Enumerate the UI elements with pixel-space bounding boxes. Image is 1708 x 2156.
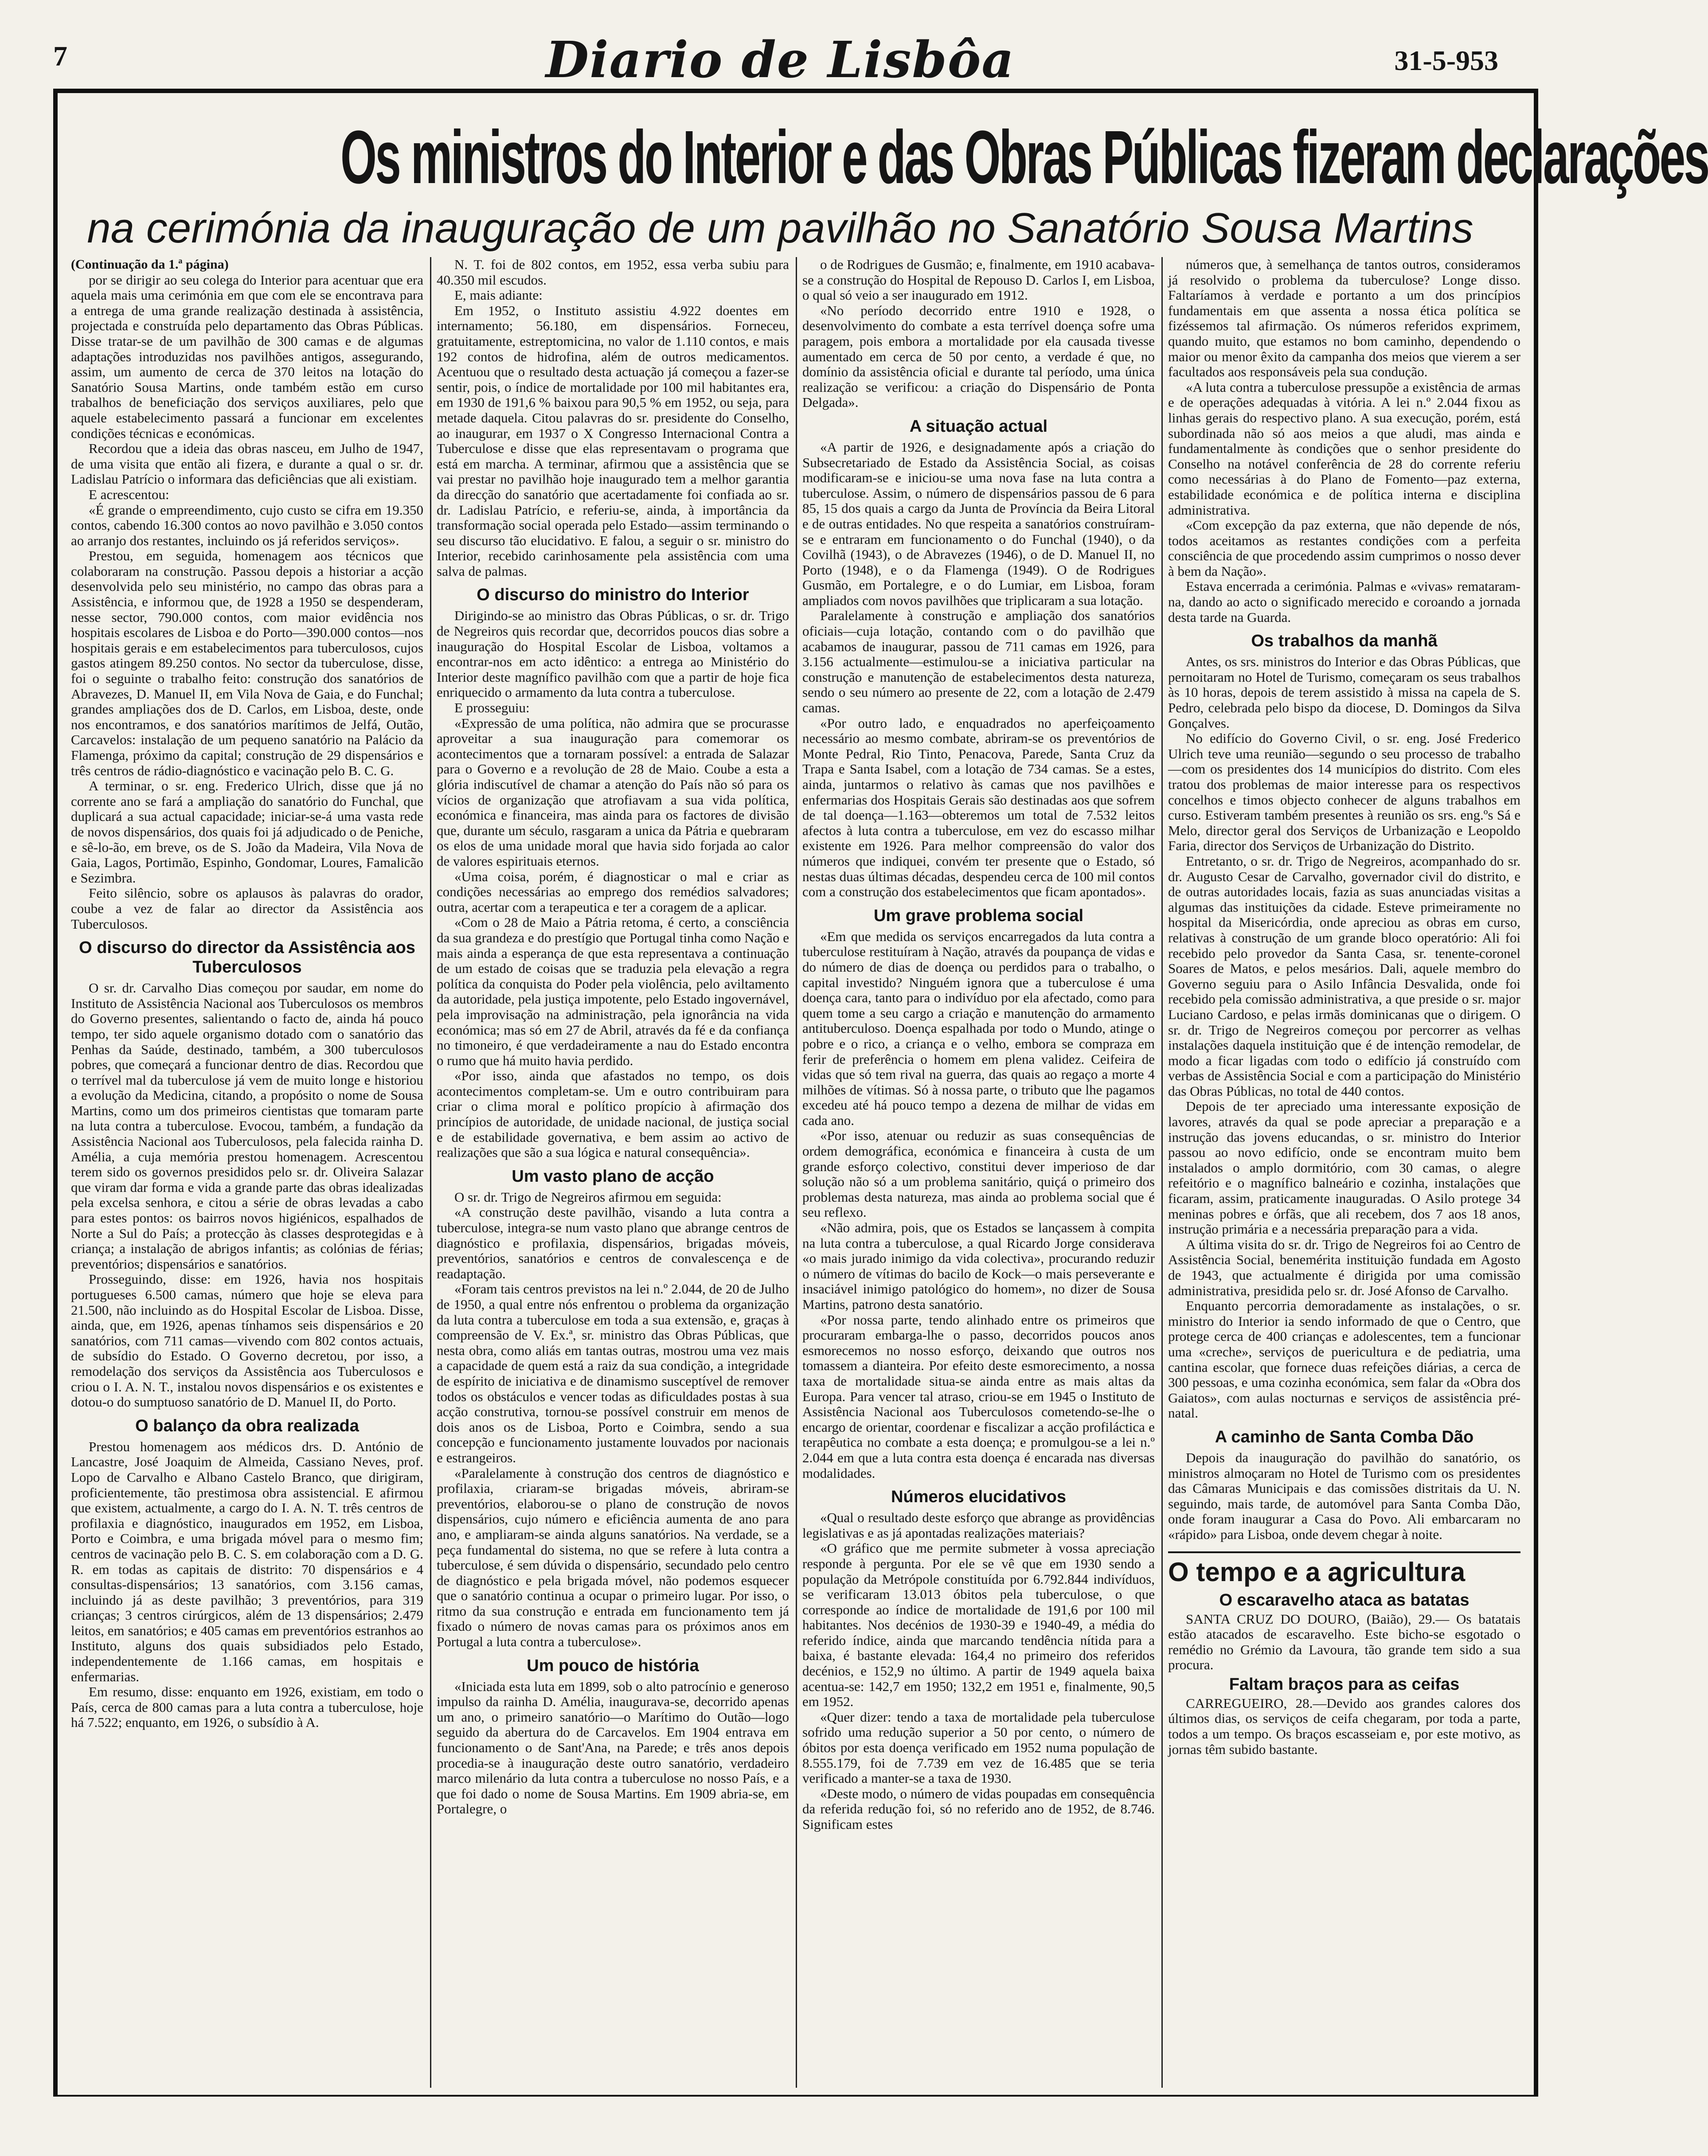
section-heading: O discurso do director da Assistência aos Tuberculosos [79,938,415,977]
column-1-text [71,273,423,932]
paragraph: «Por outro lado, e enquadrados no aperfeiçoamento necessário ao mesmo combate, abriram-se os preventórios de Monte Pedral, Rio Tinto, Penacova, Parede, Santa Cruz da Trapa e Santa Isabel, com a lotação de 734 camas. Se a estes, ainda, juntarmos o relativo às camas que nos pavilhões e enfermarias dos Hospitais Gerais são destinadas aos que sofrem de tal doença—1.163—obteremos um total de 7.532 leitos afectos à luta contra a tuberculose, em vez do escasso milhar existente em 1926. Para melhor compreensão do valor dos números que indiquei, convém ter presente que o Estado, só nestas duas últimas décadas, despendeu cerca de 100 mil contos com a construção dos estabelecimentos que ficam apontados». [802,715,1155,900]
section-heading: Um pouco de história [527,1656,699,1675]
page-number: 7 [53,40,67,72]
paragraph: «Qual o resultado deste esforço que abrange as providências legislativas e as já apontadas realizações materiais? [802,1510,1155,1541]
column-1 [71,257,423,2088]
weather-section-title: O tempo e a agricultura [1168,1551,1520,1588]
paragraph: Dirigindo-se ao ministro das Obras Públicas, o sr. dr. Trigo de Negreiros quis recordar que, decorridos poucos dias sobre a inauguração do Hospital Escolar de Lisboa, voltamos a encontrar-nos em acto idêntico: a entrega ao Ministério do Interior deste magnífico pavilhão com que a partir de hoje fica enriquecido o armamento da luta contra a tuberculose. [437,608,789,700]
column-1-text-c [71,1439,423,1730]
paper-name: Diario de Lisbôa [546,31,1015,89]
paragraph: «Paralelamente à construção dos centros de diagnóstico e profilaxia, criaram-se brigadas móveis, abriram-se preventórios, elaborou-se o plano de construção de novos dispensários, cujo número e eficiência aumenta de ano para ano, e ampliaram-se ainda alguns sanatórios. Na verdade, se a peça fundamental do sistema, no que se refere à luta contra a tuberculose, é sem dúvida o dispensário, secundado pelo centro de diagnóstico e pela brigada móvel, não podemos esquecer que o sanatório continua a ocupar o primeiro lugar. Por isso, o ritmo da sua construção e entrada em funcionamento tem já fixado o número de novas camas para os próximos anos em Portugal a luta contra a tuberculose». [437,1465,789,1650]
paragraph: «O gráfico que me permite submeter à vossa apreciação responde à pergunta. Por ele se vê que em 1930 sendo a população da Metrópole constituída por 6.792.844 indivíduos, se verificaram 13.013 óbitos pela tuberculose, o que corresponde ao índice de mortalidade de 191,6 por 100 mil habitantes. Nos decénios de 1930-39 e 1940-49, a média do referido índice, ainda que marcando tendência nítida para a baixa, é bastante elevada: 164,4 no primeiro dos referidos decénios, e 152,9 no último. A partir de 1949 aquela baixa acentua-se: 142,7 em 1950; 132,2 em 1951 e, finalmente, 90,5 em 1952. [802,1540,1155,1710]
column-rule [430,257,431,2088]
paragraph: «Iniciada esta luta em 1899, sob o alto patrocínio e generoso impulso da rainha D. Amélia, inaugurava-se, decorrido apenas um ano, o primeiro sanatório—o Marítimo do Outão—logo seguido da abertura do de Carcavelos. Em 1904 entrava em funcionamento o de Sant'Ana, na Parede; e três anos depois procedia-se à inauguração deste outro sanatório, verdadeiro marco milenário da luta contra a tuberculose no nosso País, e a que foi dado o nome de Sousa Martins. Em 1909 abria-se, em Portalegre, o [437,1678,789,1817]
paragraph: «Em que medida os serviços encarregados da luta contra a tuberculose restituíram à Nação, através da poupança de vidas e do número de dias de doença ou perdidos para o trabalho, o capital investido? Ninguém ignora que a tuberculose é uma doença cara, tanto para o indivíduo por ela afectado, como para quem tome a seu cargo a criação e manutenção do armamento antituberculoso. Doença espalhada por todo o Mundo, atinge o pobre e o rico, a criança e o velho, embora se compraza em ferir de preferência o homem em plena validez. Ceifeira de vidas que só tem rival na guerra, das quais ao regaço a morte 4 milhões de vítimas. Só à nossa parte, o tributo que lhe pagamos excedeu até há pouco tempo a dezena de milhar de vidas em cada ano. [802,928,1155,1128]
column-3-text-c [802,929,1155,1481]
column-2-text [437,257,789,579]
weather-subheading: O escaravelho ataca as batatas [1219,1590,1470,1609]
section-heading: Os trabalhos da manhã [1251,632,1438,651]
paragraph: «A luta contra a tuberculose pressupõe a existência de armas e de operações adequadas à vitória. A lei n.º 2.044 fixou as linhas gerais do respectivo plano. A sua execução, porém, está subordinada não só aos meios a que aludi, mas ainda e fundamentalmente às condições que o senhor presidente do Conselho na notável conferência de 28 do corrente referiu como necessárias à do Plano de Fomento—paz externa, estabilidade económica e de política interna e disciplina administrativa. [1168,379,1520,518]
column-4 [1168,257,1520,2088]
paragraph: Em 1952, o Instituto assistiu 4.922 doentes em internamento; 56.180, em dispensários. Forneceu, gratuitamente, estreptomicina, no valor de 1.110 contos, e mais 192 contos de hidrofina, além de outros medicamentos. Acentuou que o resultado desta actuação já começou a fazer-se sentir, pois, o índice de mortalidade por 100 mil habitantes era, em 1930 de 191,6 % baixou para 90,5 % em 1952, ou seja, para metade daquela. Citou palavras do sr. presidente do Conselho, ao inaugurar, em 1937 o X Congresso Internacional Contra a Tuberculose e disse que elas representavam o programa que está em marcha. A terminar, afirmou que a assistência que se vai prestar no pavilhão hoje inaugurado tem a melhor garantia da direcção do sanatório que acertadamente foi confiada ao sr. dr. Ladislau Patrício, e referiu-se, ainda, à importância da transformação social operada pelo Estado—assim terminando o seu discurso tão elucidativo. E falou, a seguir o sr. ministro do Interior, recebido carinhosamente pela assistência com uma salva de palmas. [437,302,789,579]
paragraph: Antes, os srs. ministros do Interior e das Obras Públicas, que pernoitaram no Hotel de Turismo, começaram os seus trabalhos às 10 horas, depois de terem assistido à missa na capela de S. Pedro, celebrada pelo bispo da diocese, D. Domingos da Silva Gonçalves. [1168,654,1520,731]
paragraph: Prestou homenagem aos médicos drs. D. António de Lancastre, José Joaquim de Almeida, Cassiano Neves, prof. Lopo de Carvalho e Albano Castelo Branco, que dirigiram, proficientemente, tão prestimosa obra assistencial. E afirmou que existem, actualmente, a cargo do I. A. N. T. três centros de profilaxia e diagnóstico, inaugurados em 1952, em Lisboa, Porto e Coimbra, e uma brigada móvel para o mesmo fim; centros de vacinação pelo B. C. S. em colaboração com a D. G. R. em todas as capitais de distrito: 70 dispensários e 4 consultas-dispensários; 13 sanatórios, com 3.156 camas, incluindo já as deste pavilhão; 3 preventórios, para 319 crianças; 3 centros cirúrgicos, além de 13 dispensários; 2.479 leitos, em sanatórios; e 405 camas em preventórios estranhos ao Instituto, alguns dos quais subsidiados pelo Estado, independentemente de 1.166 camas, em hospitais e enfermarias. [71,1438,423,1684]
paragraph: por se dirigir ao seu colega do Interior para acentuar que era aquela mais uma cerimónia em que com ele se encontrava para a entrega de uma grande realização destinada à assistência, projectada e construída pelo departamento das Obras Públicas. Disse tratar-se de um pavilhão de 300 camas e de algumas adaptações introduzidas nos pavilhões antigos, assegurando, assim, um aumento de cerca de 370 leitos na lotação do Sanatório Sousa Martins, onde também estão em curso trabalhos de beneficiação dos serviços auxiliares, pelo que aquele estabelecimento passará a funcionar em excelentes condições técnicas e económicas. [71,272,423,441]
paragraph: No edifício do Governo Civil, o sr. eng. José Frederico Ulrich teve uma reunião—segundo o seu processo de trabalho—com os presidentes dos 14 municípios do distrito. Com eles tratou dos problemas de maior interesse para os respectivos concelhos e timos objecto conhecer de alguns trabalhos em curso. Estiveram também presentes à reunião os srs. eng.ºs Sá e Melo, director geral dos Serviços de Urbanização e Leopoldo Faria, director dos Serviços de Urbanização do Distrito. [1168,730,1520,854]
section-heading: Um vasto plano de acção [512,1167,714,1186]
paragraph: Estava encerrada a cerimónia. Palmas e «vivas» remataram-na, dando ao acto o significado merecido e coroando a jornada desta tarde na Guarda. [1168,578,1520,625]
paragraph: «Por isso, atenuar ou reduzir as suas consequências de ordem demográfica, económica e financeira à custa de um grande esforço colectivo, constitui dever imperioso de dar solução não só a um problema sanitário, quiçá o primeiro dos problemas desta natureza, mas ainda ao problema social que é seu reflexo. [802,1128,1155,1220]
column-3 [802,257,1155,2088]
column-3-text-b [802,440,1155,900]
paragraph: Prosseguindo, disse: em 1926, havia nos hospitais portugueses 6.500 camas, número que hoje se eleva para 21.500, não incluindo as do Hospital Escolar de Lisboa. Disse, ainda, que, em 1926, apenas tínhamos seis dispensários e 20 sanatórios, com 711 camas—vivendo com 802 contos actuais, de subsídio do Estado. O Governo decretou, por isso, a remodelação dos serviços da Assistência aos Tuberculosos e criou o I. A. N. T., instalou novos dispensários e os existentes e dotou-o do sumptuoso sanatório de D. Manuel II, do Porto. [71,1271,423,1410]
paragraph: Depois da inauguração do pavilhão do sanatório, os ministros almoçaram no Hotel de Turismo com os presidentes das Câmaras Municipais e das comissões distritais da U. N. seguindo, mais tarde, de automóvel para Santa Comba Dão, onde foram inaugurar a Casa do Povo. Ali embarcaram no «rápido» para Lisboa, onde devem chegar à noite. [1168,1449,1520,1542]
paragraph: Em resumo, disse: enquanto em 1926, existiam, em todo o País, cerca de 800 camas para a luta contra a tuberculose, hoje há 7.522; enquanto, em 1926, o subsídio à A. [71,1684,423,1730]
paragraph: A última visita do sr. dr. Trigo de Negreiros foi ao Centro de Assistência Social, benemérita instituição fundada em Agosto de 1943, que actualmente é dirigida por uma comissão administrativa, presidida pelo sr. dr. José Afonso de Carvalho. [1168,1236,1520,1298]
section-heading: A situação actual [909,417,1048,436]
paragraph: Enquanto percorria demoradamente as instalações, o sr. ministro do Interior ia sendo informado de que o Centro, que protege cerca de 400 crianças e adolescentes, tem a funcionar uma «creche», serviços de puericultura e de pediatria, uma cantina escolar, que fornece duas refeições diárias, a cerca de 300 pessoas, e uma cozinha económica, sem falar da «Obra dos Gaiatos», com aulas nocturnas e serviços de assistência pré-natal. [1168,1298,1520,1421]
subheadline: na cerimónia da inauguração de um pavilhão no Sanatório Sousa Martins [87,204,1473,252]
paragraph: Depois de ter apreciado uma interessante exposição de lavores, através da qual se pode apreciar a preparação e a instrução das jovens educandas, o sr. ministro do Interior passou ao novo edifício, onde se encontram muito bem instalados o amplo dormitório, com 30 camas, o alegre refeitório e o magnífico balneário e cozinha, instalações que ficaram, assim, praticamente inauguradas. O Asilo protege 34 meninas pobres e órfãs, que ali recebem, dos 7 aos 18 anos, instrução primária e a necessária preparação para a vida. [1168,1098,1520,1237]
paragraph: Feito silêncio, sobre os aplausos às palavras do orador, coube a vez de falar ao director da Assistência aos Tuberculosos. [71,885,423,932]
column-3-text-d [802,1510,1155,1832]
paragraph: E acrescentou: [89,486,169,502]
paragraph: «Não admira, pois, que os Estados se lançassem à compita na luta contra a tuberculose, a qual Ricardo Jorge considerava «o mais jurado inimigo da vida colectiva», procurando reduzir o número de vítimas do bacilo de Kock—o mais perseverante e insaciável inimigo patológico do homem», no dizer de Sousa Martins, patrono desta sanatório. [802,1220,1155,1312]
weather-paragraph: SANTA CRUZ DO DOURO, (Baião), 29.— Os batatais estão atacados de escaravelho. Este bicho-se esgotado o remédio no Grémio da Lavoura, tão grande tem sido a sua procura. [1168,1611,1520,1673]
column-2 [437,257,789,2088]
paragraph: Recordou que a ideia das obras nasceu, em Julho de 1947, de uma visita que então ali fizera, e durante a qual o sr. dr. Ladislau Patrício o informara das deficiências que ali existiam. [71,441,423,487]
column-rule [1161,257,1163,2088]
paragraph: «Deste modo, o número de vidas poupadas em consequência da referida redução foi, só no referido ano de 1952, de 8.746. Significam estes [802,1785,1155,1832]
column-3-text [802,257,1155,410]
paragraph: «Foram tais centros previstos na lei n.º 2.044, de 20 de Julho de 1950, a qual entre nós enfrentou o problema da organização da luta contra a tuberculose em toda a sua extensão, e, graças à compreensão de V. Ex.ª, sr. ministro das Obras Públicas, que nesta obra, como aliás em tantas outras, mostrou uma vez mais a capacidade de quem está a raiz da sua condição, a integridade de espírito de iniciativa e de dinamismo susceptível de remover todos os obstáculos e vencer todas as dificuldades postas à sua acção construtiva, tornou-se possível construir em menos de dois anos os de Lisboa, Porto e Coimbra, sendo a sua concepção e funcionamento justamente louvados por nacionais e estrangeiros. [437,1281,789,1465]
paragraph: N. T. foi de 802 contos, em 1952, essa verba subiu para 40.350 mil escudos. [437,257,789,288]
paragraph: «É grande o empreendimento, cujo custo se cifra em 19.350 contos, cabendo 16.300 contos ao novo pavilhão e 3.050 contos ao arranjo dos restantes, incluindo os já referidos serviços». [71,502,423,548]
column-rule [796,257,797,2088]
paragraph: «A partir de 1926, e designadamente após a criação do Subsecretariado de Estado da Assistência Social, as coisas modificaram-se e iniciou-se uma nova fase na luta contra a tuberculose. Assim, o número de dispensários passou de 6 para 85, 15 dos quais a cargo da Junta de Província da Beira Litoral e de outras entidades. No que respeita a sanatórios construíram-se e entraram em funcionamento o do Funchal (1940), o da Covilhã (1943), o de Abravezes (1946), o de D. Manuel II, no Porto (1948), e o da Flamenga (1949). O de Rodrigues Gusmão, em Portalegre, e o do Lumiar, em Lisboa, foram ampliados com novos pavilhões que triplicaram a sua lotação. [802,439,1155,608]
paragraph: E prosseguiu: [454,700,530,716]
section-heading: O balanço da obra realizada [135,1416,359,1435]
section-heading: A caminho de Santa Comba Dão [1215,1427,1474,1446]
paragraph: E, mais adiante: [454,287,543,303]
article-columns [71,257,1520,2097]
column-1-text-b [71,980,423,1410]
section-heading: O discurso do ministro do Interior [477,586,749,605]
section-heading: Números elucidativos [891,1488,1066,1507]
paragraph: «Com o 28 de Maio a Pátria retoma, é certo, a consciência da sua grandeza e do prestígio que Portugal tinha como Nação e mais ainda a esperança de que esta representava a continuação de um estado de coisas que se traduzia pela elevação a regra política da conquista do Poder pela violência, pelo aviltamento da autoridade, pela justiça impotente, pelo Estado ingovernável, pela improvisação na administração, pela ignorância na vida económica; mas só em 27 de Abril, através da fé e da confiança no timoneiro, é que verdadeiramente a nau do Estado encontra o rumo que há muito havia perdido. [437,914,789,1068]
column-2-text-b [437,608,789,1160]
continuation-note: (Continuação da 1.ª página) [71,257,229,272]
issue-date: 31-5-953 [1394,45,1498,76]
column-2-text-d [437,1679,789,1817]
paragraph: o de Rodrigues de Gusmão; e, finalmente, em 1910 acabava-se a construção do Hospital de Repouso D. Carlos I, em Lisboa, o qual só veio a ser inaugurado em 1912. [802,257,1155,303]
weather-paragraph: CARREGUEIRO, 28.—Devido aos grandes calores dos últimos dias, os serviços de ceifa chegaram, por toda a parte, todos a um tempo. Os braços escasseiam e, por este motivo, as jornas têm subido bastante. [1168,1695,1520,1757]
column-4-text-c [1168,1450,1520,1543]
paragraph: O sr. dr. Carvalho Dias começou por saudar, em nome do Instituto de Assistência Nacional aos Tuberculosos os membros do Governo presentes, salientando o facto de, ainda há pouco tempo, ter sido aquele organismo dotado com o sanatório das Penhas da Saúde, destinado, também, a 300 tuberculosos pobres, que começará a funcionar dentro de dias. Recordou que o terrível mal da tuberculose já vem de muito longe e historiou a evolução da Medicina, citando, a propósito o nome de Sousa Martins, como um dos primeiros cientistas que tomaram parte na luta contra a tuberculose. Evocou, também, a fundação da Assistência Nacional aos Tuberculosos, pela falecida rainha D. Amélia, a cuja memória prestou homenagem. Acrescentou terem sido os governos presididos pelo sr. dr. Oliveira Salazar que viram dar forma e vida a grande parte das obras idealizadas pela excelsa senhora, e citou a série de obras levadas a cabo para estes pontos: os bairros novos higiénicos, espalhados de Norte a Sul do País; a protecção às classes desprotegidas e à criança; a instalação de abrigos infantis; as colónias de férias; preventórios; dispensários e sanatórios. [71,980,423,1272]
paragraph: «Expressão de uma política, não admira que se procurasse aproveitar a sua inauguração para comemorar os acontecimentos que a tornaram possível: a entrada de Salazar para o Governo e a revolução de 28 de Maio. Coube a esta a glória indiscutível de chamar a atenção do País não só para os vícios de organização que atrofiavam a sua vida política, económica e financeira, mas ainda para os factores de divisão que, durante um século, rasgaram a unica da Pátria e quebraram os elos de uma unidade moral que havia sido forjada ao calor de valores espirituais eternos. [437,715,789,869]
column-4-text [1168,257,1520,625]
paragraph: A terminar, o sr. eng. Frederico Ulrich, disse que já no corrente ano se fará a ampliação do sanatório do Funchal, que duplicará a sua actual capacidade; iniciar-se-á uma vasta rede de novos dispensários, dos quais foi já adjudicado o de Peniche, e sê-lo-ão, em breve, os de S. João da Madeira, Vila Nova de Gaia, Lagos, Portimão, Espinho, Gondomar, Loures, Famalicão e Sezimbra. [71,778,423,886]
paragraph: «Por isso, ainda que afastados no tempo, os dois acontecimentos completam-se. Um e outro contribuiram para criar o clima moral e político propício à afirmação dos princípios de autoridade, de unidade nacional, de justiça social e de estabilidade governativa, e bem assim ao activo de realizações que são a sua lógica e natural consequência». [437,1068,789,1160]
weather-subheading: Faltam braços para as ceifas [1229,1675,1460,1694]
column-4-text-b [1168,654,1520,1421]
paragraph: Prestou, em seguida, homenagem aos técnicos que colaboraram na construção. Passou depois a historiar a acção desenvolvida pelo seu ministério, no campo das obras para a Assistência, e informou que, de 1928 a 1950 se despenderam, nesse sector, 790.000 contos, com maior evidência nos hospitais escolares de Lisboa e do Porto—390.000 contos—nos hospitais gerais e em estabelecimentos para tuberculosos, cujos gastos atingem 89.250 contos. No sector da tuberculose, disse, foi o seguinte o trabalho feito: construção dos sanatórios de Abravezes, D. Manuel II, em Vila Nova de Gaia, e do Funchal; grandes ampliações dos de D. Carlos, em Lisboa, deste, onde nos encontramos, e dos sanatórios marítimos de Jelfá, Outão, Carcavelos: instalação de um pequeno sanatório na Palácio da Flamenga, próximo da capital; construção de 29 dispensários e três centros de rádio-diagnóstico e vacinação pelo B. C. G. [71,548,423,778]
column-2-text-c [437,1190,789,1650]
paragraph: «Uma coisa, porém, é diagnosticar o mal e criar as condições necessárias ao emprego dos remédios salvadores; outra, acertar com a terapeutica e ter a coragem de a aplicar. [437,868,789,915]
paragraph: «Com excepção da paz externa, que não depende de nós, todos aceitamos as restantes condições com a perfeita consciência de que procedendo assim cumprimos o nosso dever à bem da Nação». [1168,517,1520,579]
paragraph: «Quer dizer: tendo a taxa de mortalidade pela tuberculose sofrido uma redução superior a 50 por cento, o número de óbitos por esta doença verificado em 1952 numa população de 8.555.179, foi de 7.739 em vez de 16.485 que se teria verificado a manter-se a taxa de 1930. [802,1709,1155,1786]
paragraph: «A construção deste pavilhão, visando a luta contra a tuberculose, integra-se num vasto plano que abrange centros de diagnóstico e profilaxia, dispensários, brigadas móveis, preventórios, sanatórios e centros de convalescença e de readaptação. [437,1204,789,1281]
paragraph: «Por nossa parte, tendo alinhado entre os primeiros que procuraram embarga-lhe o passo, decorridos poucos anos esmorecemos no nosso esforço, deixando que outros nos tomassem a dianteira. Por efeito deste esmorecimento, a nossa taxa de mortalidade situa-se ainda entre as mais altas da Europa. Para vencer tal atraso, criou-se em 1945 o Instituto de Assistência Nacional aos Tuberculosos cometendo-se-lhe o encargo de orientar, coordenar e fiscalizar a acção profiláctica e terapêutica no combate a esta doença; e promulgou-se a lei n.º 2.044 em que a luta contra esta doença é encarada nas diversas modalidades. [802,1312,1155,1481]
masthead [53,27,1507,93]
paragraph: «No período decorrido entre 1910 e 1928, o desenvolvimento do combate a esta terrível doença sofre uma paragem, pois embora a mortalidade por ela causada tivesse aumentado em cerca de 50 por cento, a verdade é que, no domínio da assistência oficial e durante tal período, uma única realização se verificou: a criação do Dispensário de Ponta Delgada». [802,302,1155,410]
section-heading: Um grave problema social [873,906,1084,925]
headline: Os ministros do Interior e das Obras Públicas fizeram declarações [340,115,1708,199]
paragraph: O sr. dr. Trigo de Negreiros afirmou em seguida: [454,1189,722,1205]
paragraph: Paralelamente à construção e ampliação dos sanatórios oficiais—cuja lotação, contando com o do pavilhão que acabamos de inaugurar, passou de 711 camas em 1926, para 3.156 actualmente—estimulou-se a iniciativa particular na construção e manutenção de estabelecimentos desta natureza, sendo o seu número ao presente de 22, com a lotação de 2.479 camas. [802,608,1155,716]
paragraph: Entretanto, o sr. dr. Trigo de Negreiros, acompanhado do sr. dr. Augusto Cesar de Carvalho, governador civil do distrito, e de outras autoridades locais, fazia as suas anunciadas visitas a algumas das instituições da cidade. Esteve primeiramente no hospital da Misericórdia, onde apreciou as obras em curso, relativas à construção de um grande bloco operatório: Ali foi recebido pelo provedor da Santa Casa, sr. tenente-coronel Soares de Matos, e pelos mesários. Dali, aquele membro do Governo seguiu para o Asilo Infância Desvalida, onde foi recebido pela comissão administrativa, a que preside o sr. major Luciano Cardoso, e pelas irmãs dominicanas que o dirigem. O sr. dr. Trigo de Negreiros começou por percorrer as velhas instalações daquela instituição que é de intenção remodelar, de modo a ficar ligadas com todo o edifício já construído com verbas de Assistência Social e com a participação do Ministério das Obras Públicas, no total de 440 contos. [1168,853,1520,1099]
paragraph: números que, à semelhança de tantos outros, consideramos já resolvido o problema da tuberculose? Longe disso. Faltaríamos à verdade e portanto a um dos princípios fundamentais em que assenta a nossa ética política se fizéssemos tal afirmação. Os números referidos exprimem, quando muito, que estamos no bom caminho, dependendo o maior ou menor êxito da campanha dos meios que vierem a ser facultados aos responsáveis pela sua condução. [1168,257,1520,380]
